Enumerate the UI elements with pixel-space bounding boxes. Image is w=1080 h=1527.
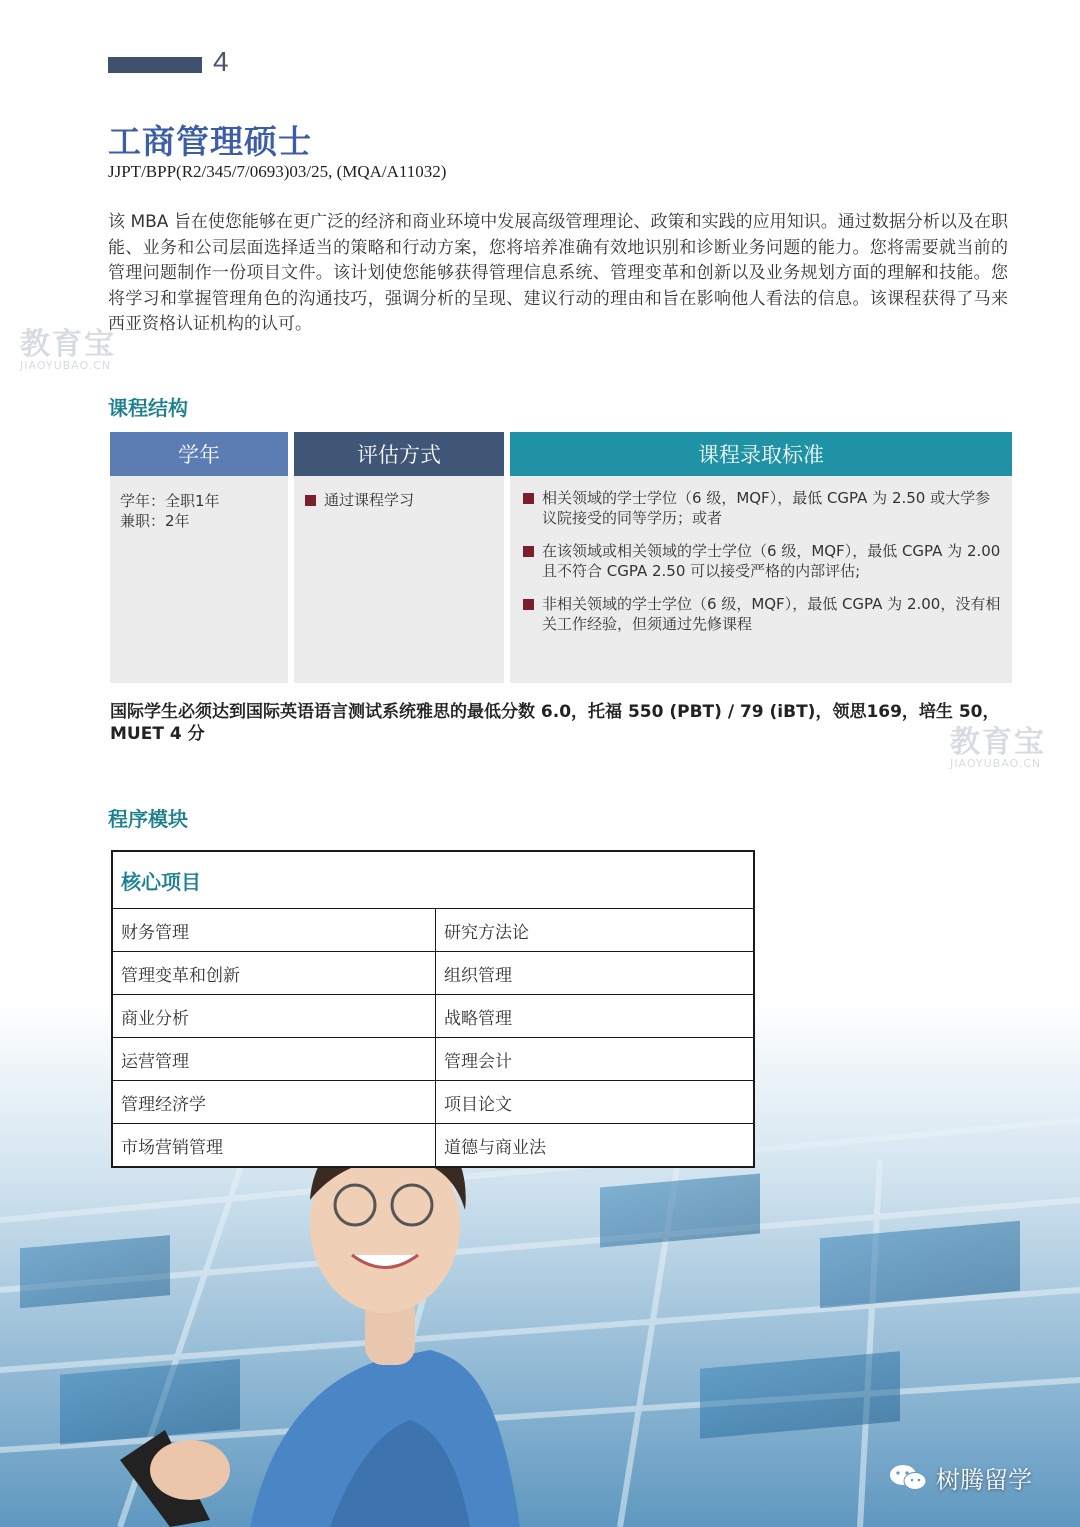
square-bullet-icon: [523, 599, 534, 610]
module-cell: 运营管理: [112, 1038, 436, 1081]
assessment-column-header: 评估方式: [294, 432, 504, 476]
year-parttime: 兼职：2年: [120, 512, 190, 530]
table-row: [112, 1124, 754, 1168]
entry-requirement: 非相关领域的学士学位（6 级，MQF），最低 CGPA 为 2.00，没有相关工作经验，但须通过先修课程: [542, 595, 1001, 633]
entry-cell: [510, 476, 1012, 683]
table-row: [112, 1081, 754, 1124]
core-modules-title: 核心项目: [112, 851, 754, 909]
entry-column-header: 课程录取标准: [510, 432, 1012, 476]
module-cell: 财务管理: [112, 909, 436, 952]
square-bullet-icon: [523, 493, 534, 504]
list-item: [520, 488, 1002, 528]
table-row: [112, 909, 754, 952]
watermark: 教育宝 JIAOYUBAO.CN: [20, 327, 116, 372]
intro-paragraph: 该 MBA 旨在使您能够在更广泛的经济和商业环境中发展高级管理理论、政策和实践的应用知识。通过数据分析以及在职能、业务和公司层面选择适当的策略和行动方案，您将培养准确有效地识别和诊断业务问题的能力。您将需要就当前的管理问题制作一份项目文件。该计划使您能够获得管理信息系统、管理变革和创新以及业务规划方面的理解和技能。您将学习和掌握管理角色的沟通技巧，强调分析的呈现、建议行动的理由和旨在影响他人看法的信息。该课程获得了马来西亚资格认证机构的认可。: [108, 212, 1008, 334]
english-requirement-note: 国际学生必须达到国际英语语言测试系统雅思的最低分数 6.0，托福 550 (PBT) / 79 (iBT)，领思169，培生 50，MUET 4 分: [110, 702, 1000, 744]
module-cell: 道德与商业法: [436, 1124, 755, 1168]
square-bullet-icon: [523, 546, 534, 557]
square-bullet-icon: [305, 495, 316, 506]
assessment-text: 通过课程学习: [324, 491, 415, 509]
watermark: 教育宝 JIAOYUBAO.CN: [950, 725, 1046, 770]
entry-requirement: 相关领域的学士学位（6 级，MQF），最低 CGPA 为 2.50 或大学参议院接受的同等学历；或者: [542, 489, 991, 527]
module-cell: 市场营销管理: [112, 1124, 436, 1168]
table-header-row: [112, 851, 754, 909]
module-cell: 项目论文: [436, 1081, 755, 1124]
program-modules-heading: 程序模块: [108, 807, 188, 831]
module-cell: 商业分析: [112, 995, 436, 1038]
program-code: JJPT/BPP(R2/345/7/0693)03/25, (MQA/A11032): [108, 162, 447, 181]
table-row: [112, 995, 754, 1038]
list-item: [302, 490, 496, 510]
list-item: [520, 541, 1002, 581]
brand-name: 树腾留学: [936, 1466, 1032, 1494]
table-row: [112, 952, 754, 995]
page-number: 4: [213, 46, 229, 77]
wechat-icon: [888, 1463, 928, 1493]
assessment-cell: [294, 476, 504, 683]
year-fulltime: 学年：全职1年: [120, 492, 220, 510]
list-item: [520, 594, 1002, 634]
module-cell: 管理变革和创新: [112, 952, 436, 995]
module-cell: 组织管理: [436, 952, 755, 995]
module-cell: 战略管理: [436, 995, 755, 1038]
module-cell: 管理经济学: [112, 1081, 436, 1124]
brand-badge: [888, 1460, 1032, 1495]
module-cell: 管理会计: [436, 1038, 755, 1081]
year-cell: [110, 476, 288, 683]
page-number-bar: [108, 57, 202, 73]
entry-requirement: 在该领域或相关领域的学士学位（6 级，MQF），最低 CGPA 为 2.00 且不符合 CGPA 2.50 可以接受严格的内部评估;: [542, 542, 1001, 580]
core-modules-table: [111, 850, 755, 1168]
course-structure-heading: 课程结构: [108, 396, 188, 420]
table-row: [112, 1038, 754, 1081]
year-column-header: 学年: [110, 432, 288, 476]
module-cell: 研究方法论: [436, 909, 755, 952]
page-title: 工商管理硕士: [108, 122, 312, 161]
